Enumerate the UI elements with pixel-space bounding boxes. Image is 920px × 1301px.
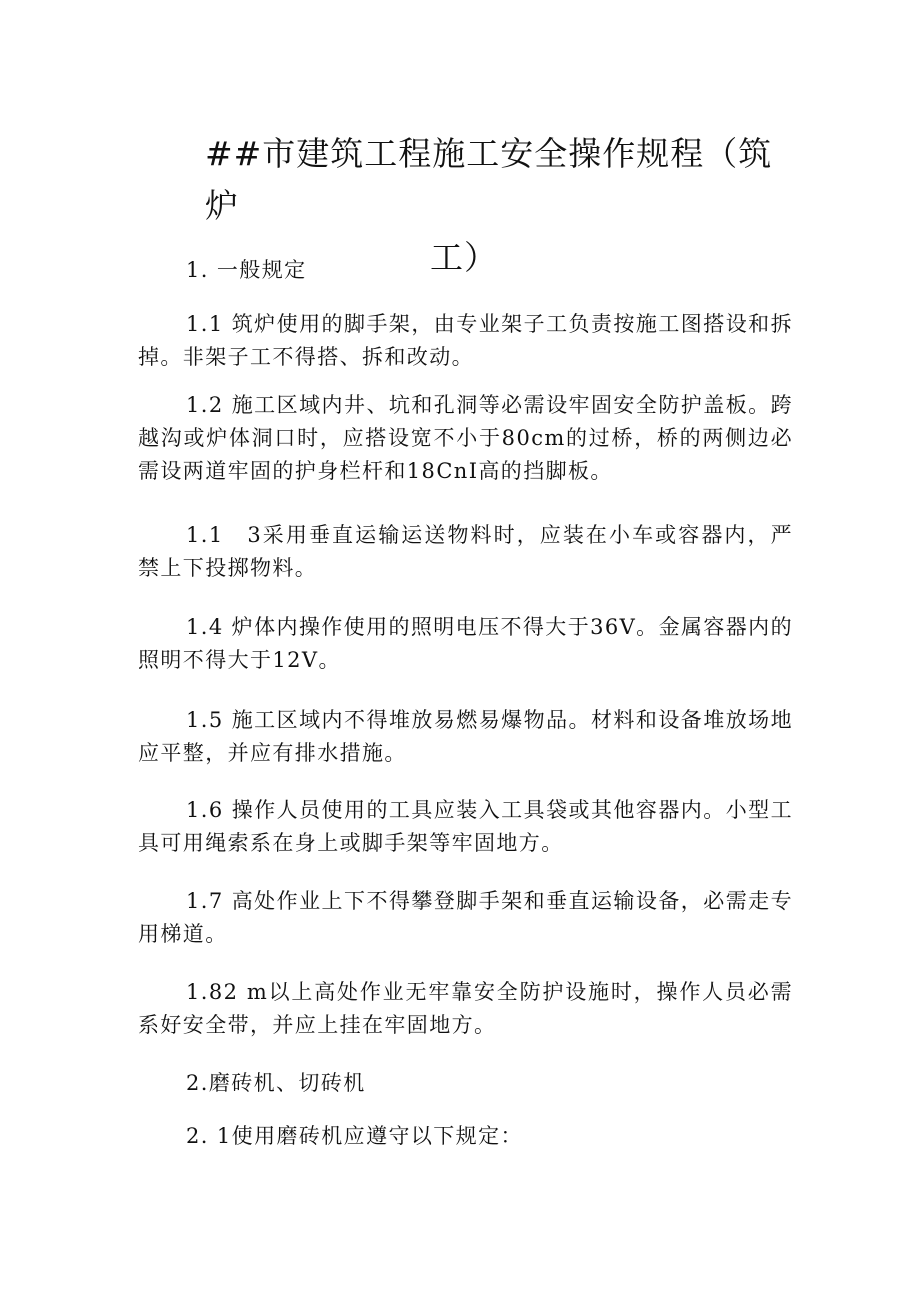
paragraph-1-1: 1.1 筑炉使用的脚手架，由专业架子工负责按施工图搭设和拆掉。非架子工不得搭、拆和改动。 — [138, 312, 793, 369]
paragraph-1-8: 1.82 m以上高处作业无牢靠安全防护设施时，操作人员必需系好安全带，并应上挂在牢固地方。 — [138, 980, 793, 1037]
paragraph-2-1: 2. 1使用磨砖机应遵守以下规定： — [186, 1124, 523, 1148]
title-line-2: 工） — [430, 238, 498, 277]
section-heading-general: 1. 一般规定 — [186, 258, 307, 282]
paragraph-1-3: 1.1 3采用垂直运输运送物料时，应装在小车或容器内，严禁上下投掷物料。 — [138, 523, 793, 580]
paragraph-1-5: 1.5 施工区域内不得堆放易燃易爆物品。材料和设备堆放场地应平整，并应有排水措施。 — [138, 708, 793, 765]
section-heading-brick-machines: 2.磨砖机、切砖机 — [186, 1071, 366, 1095]
paragraph-1-7: 1.7 高处作业上下不得攀登脚手架和垂直运输设备，必需走专用梯道。 — [138, 889, 793, 946]
paragraph-1-4: 1.4 炉体内操作使用的照明电压不得大于36V。金属容器内的照明不得大于12V。 — [138, 615, 793, 672]
title-line-1: ##市建筑工程施工安全操作规程（筑炉 — [205, 134, 773, 225]
paragraph-1-2: 1.2 施工区域内井、坑和孔洞等必需设牢固安全防护盖板。跨越沟或炉体洞口时，应搭设宽不小于80cm的过桥，桥的两侧边必需设两道牢固的护身栏杆和18CnI高的挡脚板。 — [138, 393, 793, 483]
paragraph-1-6: 1.6 操作人员使用的工具应装入工具袋或其他容器内。小型工具可用绳索系在身上或脚手架等牢固地方。 — [138, 798, 793, 855]
